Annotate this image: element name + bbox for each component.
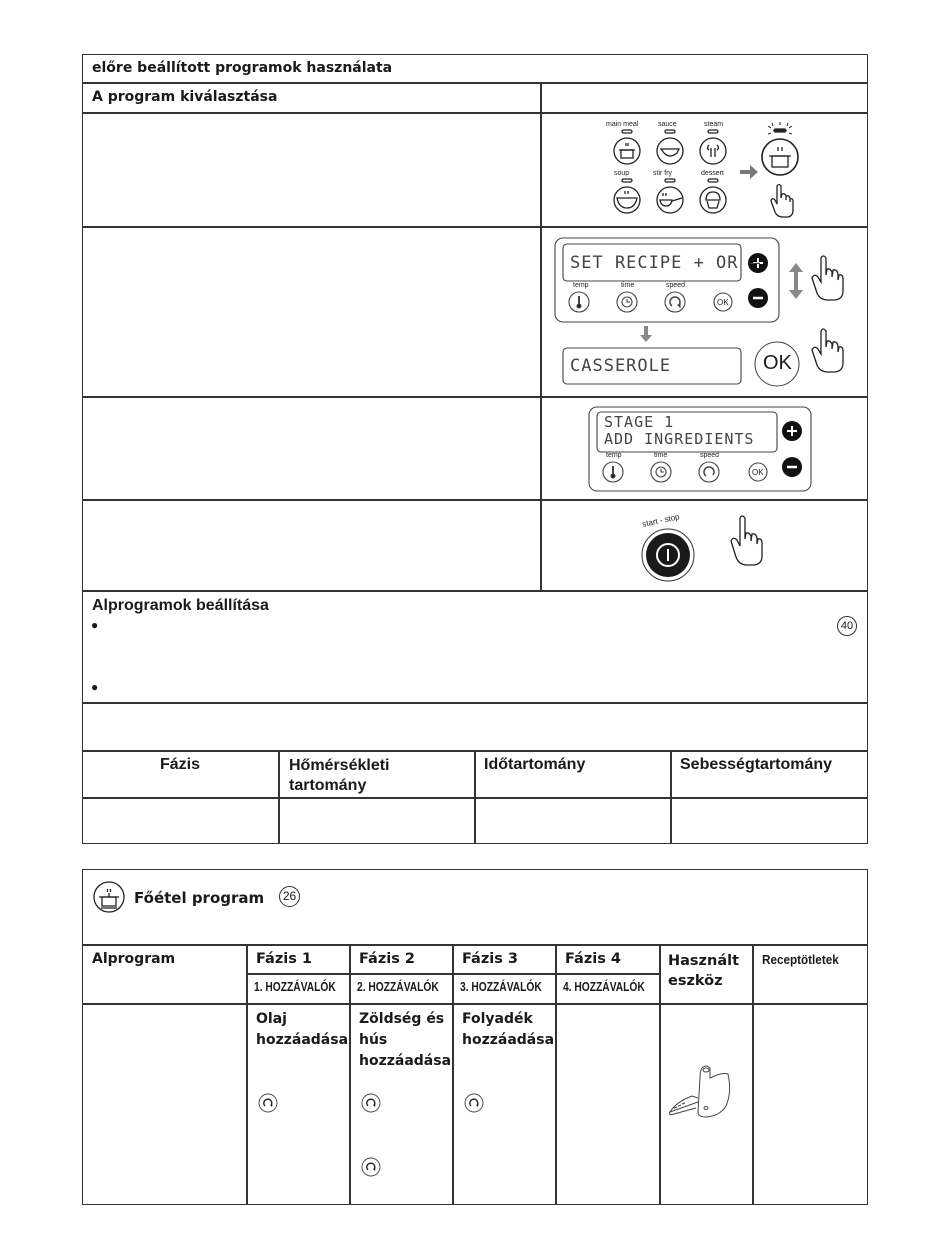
kneading-tool-icon [666, 1062, 746, 1124]
speed-icon [361, 1157, 381, 1177]
button-label-stir-fry: stir fry [653, 170, 673, 177]
clock-icon [622, 297, 632, 307]
temp-label: temp [606, 452, 622, 459]
col-header-phase-2: Fázis 2 [359, 951, 416, 967]
divider [278, 750, 280, 844]
pointing-hand-icon [812, 256, 843, 372]
lcd-line-1: STAGE 1 [604, 413, 675, 431]
plus-button [782, 421, 802, 441]
lcd-display-text: SET RECIPE + OR — [570, 253, 761, 273]
button-label-soup: soup [614, 170, 630, 177]
bullet: ● [91, 680, 99, 694]
arrow-down-icon [640, 326, 652, 342]
divider [474, 750, 476, 844]
soup-bowl-icon [614, 187, 640, 213]
speed-icon [258, 1093, 278, 1113]
temp-label: temp [573, 282, 589, 289]
divider [540, 82, 542, 590]
arrow-up-down-icon [789, 263, 803, 299]
divider [82, 226, 868, 228]
reference-number-badge: 40 [837, 616, 857, 636]
col-header-phase-1: Fázis 1 [256, 951, 313, 967]
col-header-phase: Fázis [159, 756, 200, 773]
steam-icon [700, 138, 726, 164]
program-panel [600, 118, 820, 220]
col-header-speed: Sebességtartomány [680, 756, 833, 773]
frying-pan-icon [657, 187, 683, 213]
program-title: Főétel program [134, 889, 265, 907]
speed-icon [670, 297, 680, 307]
time-label: time [654, 452, 668, 459]
divider [82, 702, 868, 704]
col-header-recipes: Receptötletek [762, 952, 839, 967]
speed-icon [361, 1093, 381, 1113]
pointing-hand-icon [771, 185, 793, 218]
ingredients-label-1: 1. HOZZÁVALÓK [254, 980, 336, 994]
divider [82, 590, 868, 592]
minus-button [782, 457, 802, 477]
ingredients-label-4: 4. HOZZÁVALÓK [563, 980, 645, 994]
ok-small-label: OK [752, 468, 764, 477]
col-header-phase-3: Fázis 3 [462, 951, 519, 967]
col-header-temperature: Hőmérsékleti tartomány [289, 757, 390, 794]
phase-1-text: Olaj hozzáadása [256, 1011, 349, 1048]
section-subtitle: A program kiválasztása [92, 89, 278, 105]
divider [82, 82, 868, 84]
speed-label: speed [666, 282, 686, 289]
col-header-time: Időtartomány [484, 756, 586, 773]
button-label-steam: steam [704, 121, 724, 128]
bullet: ● [91, 618, 99, 632]
subprograms-title: Alprogramok beállítása [92, 597, 269, 614]
pot-icon [614, 138, 640, 164]
phase-3-text: Folyadék hozzáadása [462, 1011, 555, 1048]
lcd-casserole-text: CASSEROLE [570, 356, 672, 376]
program-buttons-graphic [600, 118, 820, 220]
arrow-right-icon [740, 165, 758, 179]
speed-icon [704, 467, 714, 476]
pot-icon [92, 880, 126, 914]
divider [82, 944, 868, 946]
thermometer-icon [611, 466, 615, 478]
col-header-tool: Használt eszköz [668, 953, 739, 989]
button-label-main-meal: main meal [606, 121, 639, 128]
reference-number-badge: 26 [279, 886, 300, 907]
divider [555, 944, 557, 1205]
button-label-sauce: sauce [658, 121, 677, 128]
minus-button [748, 288, 768, 308]
stage-display-graphic [588, 406, 813, 493]
recipe-select-graphic [553, 236, 858, 391]
start-stop-graphic [630, 510, 780, 585]
divider [246, 944, 248, 1205]
divider [670, 750, 672, 844]
time-label: time [621, 282, 635, 289]
speed-icon [464, 1093, 484, 1113]
selected-pot-button-icon [762, 122, 798, 175]
divider [82, 396, 868, 398]
phase-2-text: Zöldség és hús hozzáadása [359, 1011, 452, 1069]
divider [82, 1003, 868, 1005]
divider [82, 112, 868, 114]
divider [659, 944, 661, 1205]
speed-label: speed [700, 452, 720, 459]
start-stop-label: start - stop [641, 512, 681, 529]
thermometer-icon [577, 296, 581, 308]
clock-icon [656, 467, 666, 477]
divider [452, 944, 454, 1205]
lcd-line-2: ADD INGREDIENTS [604, 430, 755, 448]
pointing-hand-icon [731, 516, 762, 565]
ingredients-label-3: 3. HOZZÁVALÓK [460, 980, 542, 994]
button-label-dessert: dessert [701, 170, 724, 177]
ingredients-label-2: 2. HOZZÁVALÓK [357, 980, 439, 994]
divider [752, 944, 754, 1205]
divider [82, 499, 868, 501]
col-header-subprogram: Alprogram [92, 951, 176, 967]
section-title: előre beállított programok használata [92, 60, 393, 76]
col-header-phase-4: Fázis 4 [565, 951, 622, 967]
ok-button-label: OK [763, 352, 792, 374]
muffin-icon [700, 187, 726, 213]
sauce-boat-icon [657, 138, 683, 164]
ok-small-label: OK [717, 298, 729, 307]
divider [349, 944, 351, 1205]
